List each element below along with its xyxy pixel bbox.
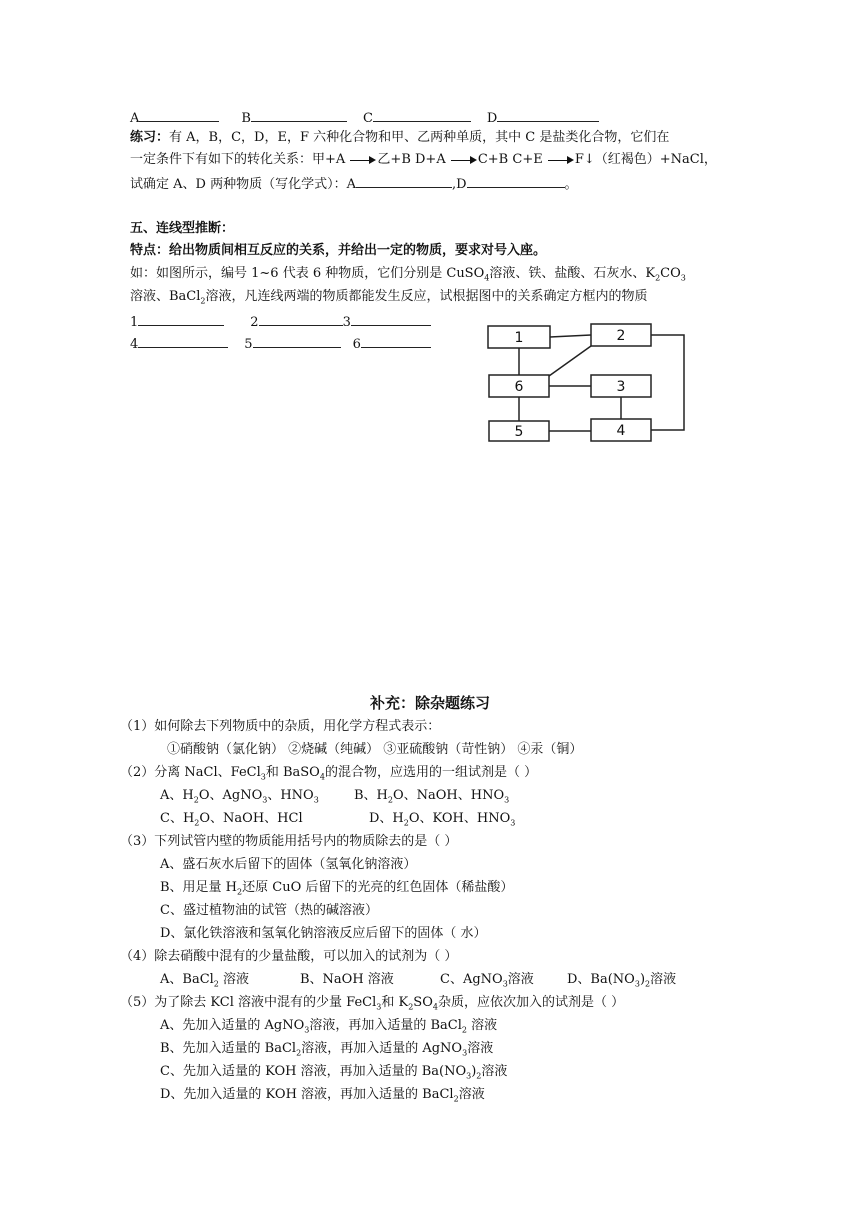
blank-label-5: 5 — [244, 337, 253, 352]
blank-c[interactable] — [373, 107, 471, 122]
practice-text-2b: 乙+B D+A — [377, 152, 450, 167]
section5-blanks-row-1 — [130, 311, 431, 333]
q4-option-d[interactable]: D、$Ba(NO_3)_2$溶液 — [567, 972, 677, 989]
q3-option-d[interactable]: D、氯化铁溶液和氢氧化钠溶液反应后留下的固体（ 水） — [160, 926, 487, 941]
practice-line-3 — [130, 173, 578, 195]
blank-1[interactable] — [138, 311, 224, 326]
q2-text-c: 的混合物，应选用的一组试剂是（ ） — [324, 765, 538, 780]
blank-5[interactable] — [253, 333, 341, 348]
answer-blanks-row — [130, 107, 599, 129]
q1-items: ①硝酸钠（氯化钠） ②烧碱（纯碱） ③亚硫酸钠（苛性钠） ④汞（铜） — [167, 742, 583, 757]
reaction-diagram — [480, 318, 690, 448]
supplement-title: 补充：除杂题练习 — [369, 694, 490, 712]
blank-label-1: 1 — [130, 315, 139, 330]
q5-option-b[interactable]: B、先加入适量的 BaCl$_2$溶液，再加入适量的 AgNO$_3$溶液 — [160, 1041, 494, 1058]
section5-feature: 特点：给出物质间相互反应的关系，并给出一定的物质，要求对号入座。 — [130, 243, 547, 258]
edge-2-4 — [651, 335, 684, 430]
q3-option-c[interactable]: C、盛过植物油的试管（热的碱溶液） — [160, 903, 378, 918]
reaction-arrow-icon — [350, 155, 376, 165]
section5-blanks-row-2 — [130, 333, 431, 355]
q4-option-c[interactable]: C、AgNO$_3$溶液 — [440, 972, 534, 989]
q3-option-a[interactable]: A、盛石灰水后留下的固体（氢氧化钠溶液） — [160, 857, 417, 872]
q3-b-text-b: 还原 CuO 后留下的光亮的红色固体（稀盐酸） — [242, 880, 514, 895]
blank-answer-d[interactable] — [467, 173, 565, 188]
q3-b-text-a: B、用足量 H — [160, 880, 238, 895]
q3-option-b[interactable]: B、用足量 $H_2$还原 CuO 后留下的光亮的红色固体（稀盐酸） — [160, 880, 514, 897]
q2-option-c[interactable]: C、$H_2O$、NaOH、HCl — [160, 811, 303, 828]
q5: （5）为了除去 KCl 溶液中混有的少量 FeCl$_3$和 $K_2SO_4$杂质，应依次加入的试剂是（ ） — [120, 995, 625, 1012]
q2-text-a: （2）分离 NaCl、FeCl — [120, 765, 261, 780]
blank-label-a: A — [130, 111, 140, 126]
blank-label-b: B — [241, 111, 251, 126]
blank-label-6: 6 — [352, 337, 361, 352]
diagram-label-4: 4 — [616, 423, 626, 439]
q5-text-b: 和 K — [381, 995, 409, 1010]
q2-option-b[interactable]: B、$H_2O$、NaOH、$HNO_3$ — [354, 788, 510, 805]
q5-option-a[interactable]: A、先加入适量的 AgNO$_3$溶液，再加入适量的 BaCl$_2$ 溶液 — [160, 1018, 498, 1035]
diagram-label-5: 5 — [514, 424, 524, 440]
q3: （3）下列试管内壁的物质能用括号内的物质除去的是（ ） — [120, 834, 458, 849]
blank-label-2: 2 — [250, 315, 259, 330]
diagram-label-3: 3 — [616, 379, 626, 395]
practice-text-2a: 一定条件下有如下的转化关系：甲+A — [130, 152, 350, 167]
reaction-arrow-icon — [451, 155, 477, 165]
blank-3[interactable] — [351, 311, 431, 326]
practice-text-3c: 。 — [564, 177, 578, 192]
blank-4[interactable] — [138, 333, 228, 348]
q2-text-b: 和 BaSO — [265, 765, 320, 780]
practice-label: 练习： — [130, 130, 170, 145]
blank-answer-a[interactable] — [356, 173, 452, 188]
q4-options — [160, 970, 676, 995]
diagram-label-1: 1 — [514, 330, 524, 346]
reaction-arrow-icon — [548, 155, 574, 165]
blank-label-c: C — [362, 111, 373, 126]
section5-example-2: 溶液、BaCl$_2$溶液，凡连线两端的物质都能发生反应，试根据图中的关系确定方框内的物质 — [130, 289, 648, 306]
q4-option-b[interactable]: B、NaOH 溶液 — [300, 972, 394, 987]
q1: （1）如何除去下列物质中的杂质，用化学方程式表示： — [120, 719, 441, 734]
q5-option-d[interactable]: D、先加入适量的 KOH 溶液，再加入适量的 BaCl$_2$溶液 — [160, 1087, 485, 1104]
q2: （2）分离 NaCl、FeCl$_3$和 BaSO$_4$的混合物，应选用的一组试剂是（ ） — [120, 765, 538, 782]
q2-option-d[interactable]: D、$H_2O$、KOH、$HNO_3$ — [369, 811, 516, 828]
q5-text-c: SO — [413, 995, 433, 1010]
ex1-text-c: CO — [660, 266, 681, 281]
practice-text-3a: 试确定 A、D 两种物质（写化学式）：A — [130, 177, 356, 192]
q2-options-row-1 — [160, 786, 509, 811]
section5-example-1: 如：如图所示，编号 1~6 代表 6 种物质，它们分别是 CuSO$_4$溶液、铁、盐酸、石灰水、$K_2CO_3$ — [130, 266, 686, 283]
q5-option-c[interactable]: C、先加入适量的 KOH 溶液，再加入适量的 $Ba(NO_3)_2$溶液 — [160, 1064, 508, 1081]
diagram-label-6: 6 — [514, 379, 524, 395]
edge-6-2 — [549, 346, 591, 376]
blank-label-4: 4 — [130, 337, 139, 352]
section5-heading: 五、连线型推断： — [130, 221, 235, 236]
q2-options-row-2 — [160, 809, 515, 834]
ex2-text-b: 溶液，凡连线两端的物质都能发生反应，试根据图中的关系确定方框内的物质 — [205, 289, 648, 304]
edge-1-2 — [550, 335, 591, 337]
blank-d[interactable] — [497, 107, 599, 122]
practice-line-2 — [130, 150, 717, 170]
ex1-text-a: 如：如图所示，编号 1~6 代表 6 种物质，它们分别是 CuSO — [130, 266, 485, 281]
blank-a[interactable] — [139, 107, 219, 122]
diagram-label-2: 2 — [616, 328, 626, 344]
q2-option-a[interactable]: A、$H_2O$、AgNO$_3$、$HNO_3$ — [160, 788, 319, 805]
ex1-text-b: 溶液、铁、盐酸、石灰水、K — [489, 266, 656, 281]
blank-label-d: D — [486, 111, 498, 126]
practice-text-3b: ,D — [451, 177, 467, 192]
ex2-text-a: 溶液、BaCl — [130, 289, 201, 304]
practice-line-1 — [130, 128, 669, 148]
q4-option-a[interactable]: A、BaCl$_2$ 溶液 — [160, 972, 250, 989]
blank-b[interactable] — [251, 107, 347, 122]
blank-2[interactable] — [259, 311, 343, 326]
q5-text-d: 杂质，应依次加入的试剂是（ ） — [437, 995, 625, 1010]
blank-label-3: 3 — [342, 315, 351, 330]
q4: （4）除去硝酸中混有的少量盐酸，可以加入的试剂为（ ） — [120, 949, 458, 964]
practice-text-2d: F↓（红褐色）+NaCl， — [574, 152, 717, 167]
q5-text-a: （5）为了除去 KCl 溶液中混有的少量 FeCl — [120, 995, 377, 1010]
practice-text-2c: C+B C+E — [477, 152, 547, 167]
practice-text-1: 有 A，B，C，D，E，F 六种化合物和甲、乙两种单质，其中 C 是盐类化合物，它们在 — [169, 130, 670, 145]
blank-6[interactable] — [361, 333, 431, 348]
